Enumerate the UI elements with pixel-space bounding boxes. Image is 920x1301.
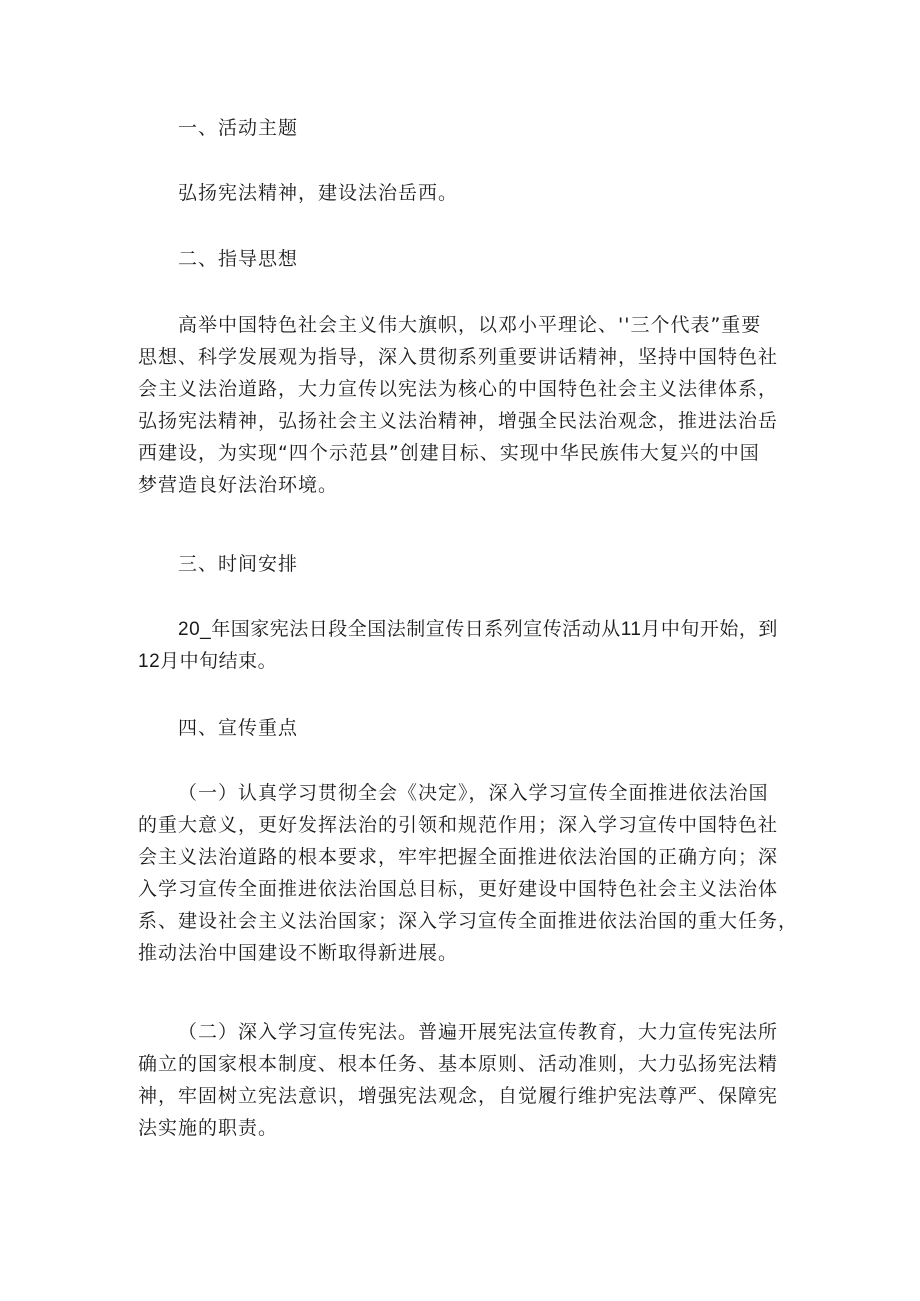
section-heading-guiding-ideology: 二、指导思想 bbox=[178, 248, 299, 270]
section-heading-key-points: 四、宣传重点 bbox=[178, 717, 299, 739]
paragraph-line: 会主义法治道路，大力宣传以宪法为核心的中国特色社会主义法律体系， bbox=[138, 378, 779, 400]
paragraph-line: 高举中国特色社会主义伟大旗帜，以邓小平理论、''三个代表”重要 bbox=[178, 314, 762, 336]
section-heading-theme: 一、活动主题 bbox=[178, 117, 299, 139]
section-heading-schedule: 三、时间安排 bbox=[178, 553, 299, 575]
paragraph-line: 弘扬宪法精神，弘扬社会主义法治精神，增强全民法治观念，推进法治岳 bbox=[138, 410, 779, 432]
paragraph-line: 12月中旬结束。 bbox=[138, 651, 278, 672]
paragraph-line: 西建设，为实现“四个示范县”创建目标、实现中华民族伟大复兴的中国 bbox=[138, 442, 760, 464]
paragraph-line: （二）深入学习宣传宪法。普遍开展宪法宣传教育，大力宣传宪法所 bbox=[178, 1021, 779, 1043]
paragraph-line: 确立的国家根本制度、根本任务、基本原则、活动准则，大力弘扬宪法精 bbox=[138, 1053, 779, 1075]
paragraph-guiding-ideology bbox=[138, 309, 788, 501]
paragraph-line: 梦营造良好法治环境。 bbox=[138, 474, 339, 496]
paragraph-line: 20_年国家宪法日段全国法制宣传日系列宣传活动从11月中旬开始，到 bbox=[178, 619, 778, 640]
paragraph-line: 的重大意义，更好发挥法治的引领和规范作用；深入学习宣传中国特色社 bbox=[138, 814, 779, 836]
paragraph-line: 系、建设社会主义法治国家；深入学习宣传全面推进依法治国的重大任务， bbox=[138, 910, 799, 932]
paragraph-line: 弘扬宪法精神，建设法治岳西。 bbox=[178, 182, 459, 204]
paragraph-key-point-2 bbox=[138, 1016, 788, 1144]
paragraph-key-point-1 bbox=[138, 777, 799, 969]
paragraph-line: 推动法治中国建设不断取得新进展。 bbox=[138, 942, 459, 964]
paragraph-line: 入学习宣传全面推进依法治国总目标，更好建设中国特色社会主义法治体 bbox=[138, 878, 779, 900]
paragraph-line: 法实施的职责。 bbox=[138, 1117, 279, 1139]
paragraph-schedule bbox=[138, 614, 788, 678]
paragraph-line: （一）认真学习贯彻全会《决定》，深入学习宣传全面推进依法治国 bbox=[178, 782, 769, 804]
paragraph-line: 会主义法治道路的根本要求，牢牢把握全面推进依法治国的正确方向；深 bbox=[138, 846, 779, 868]
paragraph-line: 思想、科学发展观为指导，深入贯彻系列重要讲话精神，坚持中国特色社 bbox=[138, 346, 779, 368]
paragraph-line: 神，牢固树立宪法意识，增强宪法观念，自觉履行维护宪法尊严、保障宪 bbox=[138, 1085, 779, 1107]
paragraph-theme bbox=[138, 177, 788, 209]
